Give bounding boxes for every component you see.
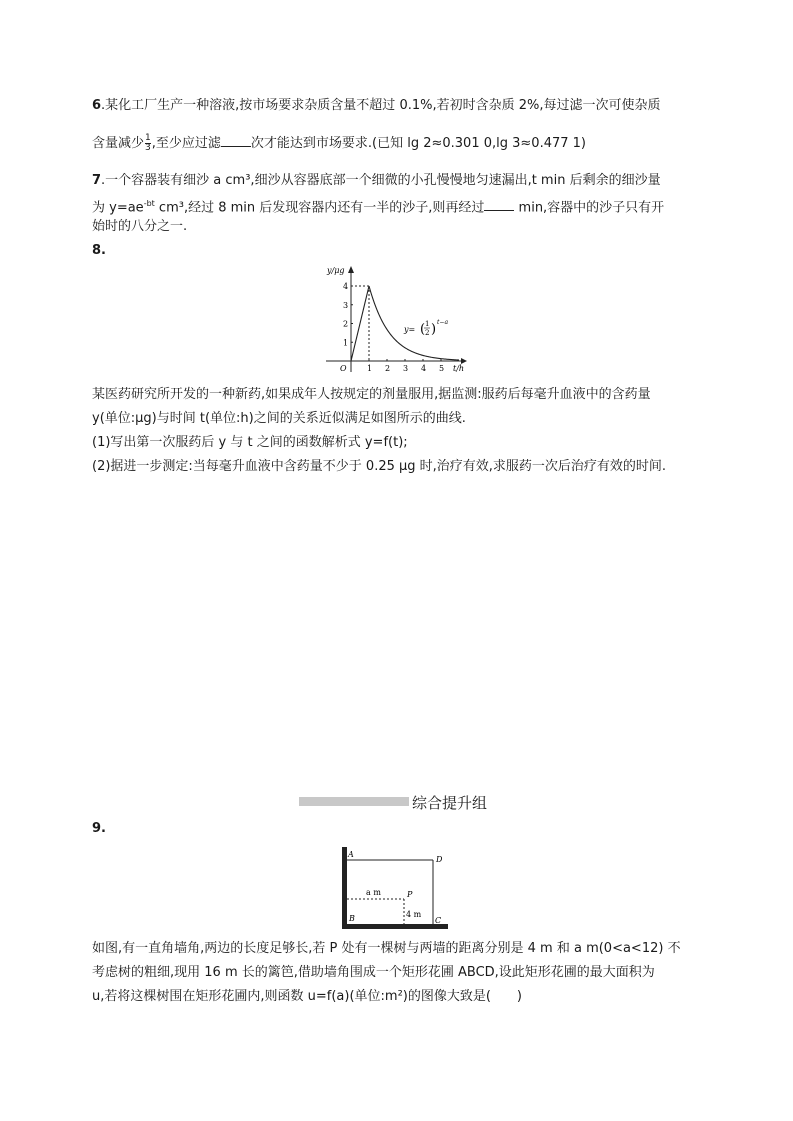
q6-frac-num: 1 — [145, 133, 151, 143]
q9-label-C: C — [435, 916, 442, 925]
q8-para-1 — [92, 386, 651, 404]
q8-curve-exponent: t−a — [437, 319, 449, 326]
q8-y-tick-label: 1 — [343, 338, 349, 348]
q8-para-3 — [92, 434, 408, 452]
q6-text-2a: 含量减少 — [92, 136, 145, 151]
q8-curve-label — [403, 319, 448, 337]
q7-exponent: -bt — [143, 199, 155, 208]
q8-x-tick-label: 1 — [367, 364, 373, 373]
q8-x-label: t/h — [453, 364, 465, 373]
q7-text-3: 始时的八分之一. — [92, 219, 188, 234]
q7-text-2b: cm³,经过 8 min 后发现容器内还有一半的沙子,则再经过 — [154, 200, 485, 216]
section-title: 综合提升组 — [412, 794, 488, 812]
q9-para-2 — [92, 964, 655, 982]
q8-x-tick-label: 4 — [421, 364, 427, 373]
q8-text-4: (2)据进一步测定:当每毫升血液中含药量不少于 0.25 μg 时,治疗有效,求服药一次后治疗有效的时间. — [92, 459, 667, 474]
q8-y-tick-label: 4 — [343, 282, 349, 291]
q7-line1 — [92, 172, 661, 190]
q8-number: 8 — [92, 243, 102, 258]
q9-label-P: P — [407, 890, 413, 899]
q7-answer-blank[interactable] — [484, 198, 514, 211]
q7-text-1: .一个容器装有细沙 a cm³,细沙从容器底部一个细微的小孔慢慢地匀速漏出,t min 后剩余的细沙量 — [101, 173, 661, 188]
q8-x-tick-label: 5 — [439, 364, 445, 373]
q9-para-3 — [92, 988, 522, 1006]
q9-label-4m: 4 m — [406, 910, 422, 919]
q8-header — [92, 242, 106, 260]
q9-text-2: 考虑树的粗细,现用 16 m 长的篱笆,借助墙角围成一个矩形花圃 ABCD,设此矩形花圃的最大面积为 — [92, 965, 655, 980]
q6-text-1: .某化工厂生产一种溶液,按市场要求杂质含量不超过 0.1%,若初时含杂质 2%,每过滤一次可使杂质 — [101, 98, 661, 113]
q9-para-1 — [92, 940, 681, 958]
section-decoration-bar — [299, 797, 409, 806]
q8-curve-frac-num: 1 — [425, 320, 430, 328]
q7-text-2c: min,容器中的沙子只有开 — [514, 200, 665, 216]
q8-text-1: 某医药研究所开发的一种新药,如果成年人按规定的剂量服用,据监测:服药后每毫升血液中的含药量 — [92, 387, 651, 402]
q6-fraction — [145, 134, 151, 153]
q9-figure — [338, 843, 453, 931]
q8-y-tick-label: 2 — [343, 319, 349, 329]
q7-line2 — [92, 195, 664, 217]
q8-graph — [320, 262, 470, 374]
q7-line3 — [92, 218, 187, 236]
q8-curve-paren-left: ( — [420, 322, 426, 337]
q8-curve-frac-den: 2 — [425, 329, 430, 337]
q7-text-2a: 为 y=ae — [92, 200, 144, 216]
q8-curve-paren-right: ) — [431, 322, 437, 337]
q8-text-3: (1)写出第一次服药后 y 与 t 之间的函数解析式 y=f(t); — [92, 435, 408, 450]
q6-frac-den: 3 — [145, 143, 151, 153]
q8-x-tick-label: 3 — [403, 364, 409, 373]
q8-y-arrow-icon — [348, 266, 354, 273]
q6-number: 6 — [92, 98, 102, 113]
q8-x-tick-label: 2 — [385, 364, 391, 373]
q8-para-4 — [92, 458, 666, 476]
q9-wall-vertical — [342, 847, 347, 929]
q9-label-A: A — [348, 850, 354, 859]
q8-para-2 — [92, 410, 466, 428]
q8-y-tick-label: 3 — [343, 300, 349, 310]
q6-line2 — [92, 134, 586, 153]
q9-text-3: u,若将这棵树围在矩形花圃内,则函数 u=f(a)(单位:m²)的图像大致是( ) — [92, 989, 522, 1004]
q9-label-B: B — [349, 914, 355, 923]
q9-text-1: 如图,有一直角墙角,两边的长度足够长,若 P 处有一棵树与两墙的距离分别是 4 m 和 a m(0<a<12) 不 — [92, 941, 681, 956]
q8-curve-label-y: y= — [404, 325, 416, 334]
q6-answer-blank[interactable] — [221, 134, 251, 147]
q6-text-2c: 次才能达到市场要求.(已知 lg 2≈0.301 0,lg 3≈0.477 1) — [250, 136, 586, 151]
q7-number: 7 — [92, 173, 102, 188]
q8-text-2: y(单位:μg)与时间 t(单位:h)之间的关系近似满足如图所示的曲线. — [92, 411, 466, 426]
q8-dot: . — [101, 243, 106, 258]
q9-number: 9 — [92, 821, 102, 836]
q9-label-D: D — [436, 855, 443, 864]
q9-dot: . — [101, 821, 106, 836]
q9-header — [92, 820, 106, 838]
q8-origin-label: O — [340, 364, 347, 373]
q8-linear-segment — [351, 286, 369, 361]
q6-line1 — [92, 97, 661, 115]
q8-y-label: y/μg — [327, 266, 345, 275]
q6-text-2b: ,至少应过滤 — [151, 136, 221, 151]
q9-label-am: a m — [366, 888, 381, 897]
q9-wall-horizontal — [342, 924, 448, 929]
